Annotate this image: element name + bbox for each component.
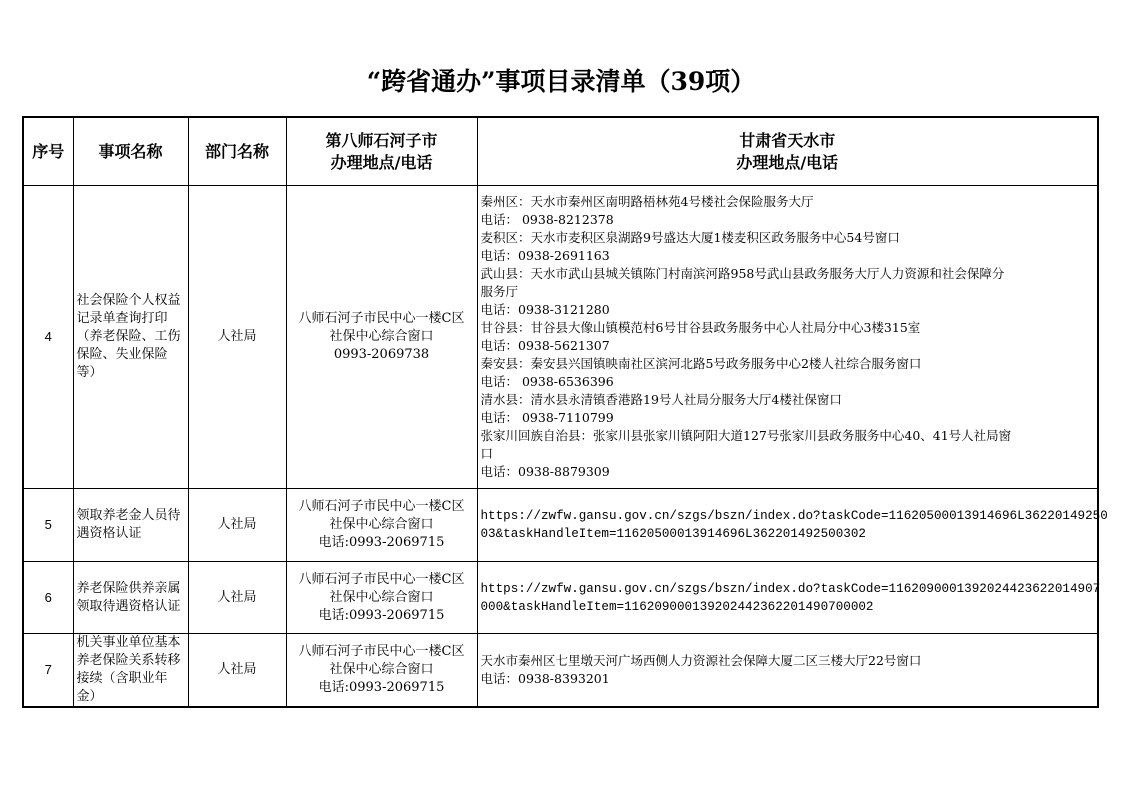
- location-line: 电话： 0938-6536396: [480, 374, 614, 389]
- location-line: 张家川回族自治县：张家川县张家川镇阿阳大道127号张家川县政务服务中心40、41号人社局窗: [480, 428, 1012, 443]
- table-row: [23, 186, 1098, 489]
- location-line: 八师石河子市民中心一楼C区: [298, 644, 465, 659]
- location-line: 社保中心综合窗口: [329, 662, 434, 677]
- page-title: “跨省通办”事项目录清单（39项）: [366, 67, 756, 96]
- location-line: 电话： 0938-7110799: [480, 410, 614, 425]
- header-item: 事项名称: [73, 117, 188, 186]
- header-line: 甘肃省天水市: [739, 130, 836, 150]
- location-line: 服务厅: [480, 284, 519, 299]
- service-link[interactable]: https://zwfw.gansu.gov.cn/szgs/bszn/index.do?taskCode=1162090001392024423622014907: [480, 581, 1101, 596]
- row-number: 6: [23, 562, 73, 634]
- item-name: 社会保险个人权益记录单查询打印（养老保险、工伤保险、失业保险等）: [73, 186, 188, 489]
- header-dept: 部门名称: [188, 117, 286, 186]
- location-line: 电话：0938-5621307: [480, 338, 610, 353]
- location-line: 秦安县：秦安县兴国镇映南社区滨河北路5号政务服务中心2楼人社综合服务窗口: [480, 356, 922, 371]
- header-line: 办理地点/电话: [330, 152, 433, 172]
- location-line: 麦积区：天水市麦积区泉湖路9号盛达大厦1楼麦积区政务服务中心54号窗口: [480, 230, 900, 245]
- location-line: 八师石河子市民中心一楼C区: [298, 311, 465, 326]
- location-line: 电话： 0938-8212378: [480, 212, 614, 227]
- header-location-tianshui: [477, 117, 1098, 186]
- location-shihezi: [286, 634, 477, 708]
- table-row: [23, 489, 1098, 562]
- row-number: 7: [23, 634, 73, 708]
- table-header-row: [23, 117, 1098, 186]
- location-line: 社保中心综合窗口: [329, 517, 434, 532]
- service-link[interactable]: 000&taskHandleItem=116209000139202442362201490700002: [480, 599, 874, 614]
- location-line: 电话:0993-2069715: [318, 680, 445, 695]
- header-location-shihezi: [286, 117, 477, 186]
- service-link[interactable]: https://zwfw.gansu.gov.cn/szgs/bszn/index.do?taskCode=11620500013914696L36220149250: [480, 509, 1108, 523]
- location-line: 电话：0938-8879309: [480, 464, 610, 479]
- row-number: 5: [23, 489, 73, 562]
- location-line: 秦州区：天水市秦州区南明路梧林苑4号楼社会保险服务大厅: [480, 194, 814, 209]
- table-row: [23, 562, 1098, 634]
- location-line: 电话:0993-2069715: [318, 535, 445, 550]
- location-line: 电话：0938-2691163: [480, 248, 610, 263]
- location-tianshui: [477, 489, 1108, 562]
- service-link[interactable]: 03&taskHandleItem=11620500013914696L362201492500302: [480, 527, 866, 541]
- table-row: [23, 634, 1098, 708]
- location-line: 口: [480, 446, 494, 461]
- location-shihezi: [286, 186, 477, 489]
- location-line: 电话：0938-8393201: [480, 671, 610, 686]
- header-line: 第八师石河子市: [325, 130, 438, 150]
- location-line: 电话:0993-2069715: [318, 607, 445, 623]
- row-number: 4: [23, 186, 73, 489]
- department: 人社局: [188, 186, 286, 489]
- item-name: 养老保险供养亲属领取待遇资格认证: [73, 562, 188, 634]
- location-line: 社保中心综合窗口: [329, 329, 434, 344]
- location-line: 甘谷县：甘谷县大像山镇模范村6号甘谷县政务服务中心人社局分中心3楼315室: [480, 320, 921, 335]
- location-line: 清水县：清水县永清镇香港路19号人社局分服务大厅4楼社保窗口: [480, 392, 842, 407]
- location-line: 武山县：天水市武山县城关镇陈门村南滨河路958号武山县政务服务大厅人力资源和社会保障分: [480, 266, 1005, 281]
- location-shihezi: [286, 489, 477, 562]
- department: 人社局: [188, 634, 286, 708]
- items-table: [22, 116, 1108, 708]
- location-tianshui: [477, 186, 1098, 489]
- location-line: 八师石河子市民中心一楼C区: [298, 499, 465, 514]
- location-line: 八师石河子市民中心一楼C区: [298, 571, 465, 587]
- location-line: 社保中心综合窗口: [329, 589, 434, 605]
- location-tianshui: [477, 634, 1098, 708]
- header-line: 办理地点/电话: [736, 152, 839, 172]
- department: 人社局: [188, 562, 286, 634]
- department: 人社局: [188, 489, 286, 562]
- item-name: 领取养老金人员待遇资格认证: [73, 489, 188, 562]
- location-line: 电话：0938-3121280: [480, 302, 610, 317]
- item-name: 机关事业单位基本养老保险关系转移接续（含职业年金）: [73, 634, 188, 708]
- header-no: 序号: [23, 117, 73, 186]
- location-line: 0993-2069738: [333, 347, 430, 362]
- location-tianshui: [477, 562, 1101, 634]
- location-line: 天水市秦州区七里墩天河广场西侧人力资源社会保障大厦二区三楼大厅22号窗口: [480, 653, 922, 668]
- location-shihezi: [286, 562, 477, 634]
